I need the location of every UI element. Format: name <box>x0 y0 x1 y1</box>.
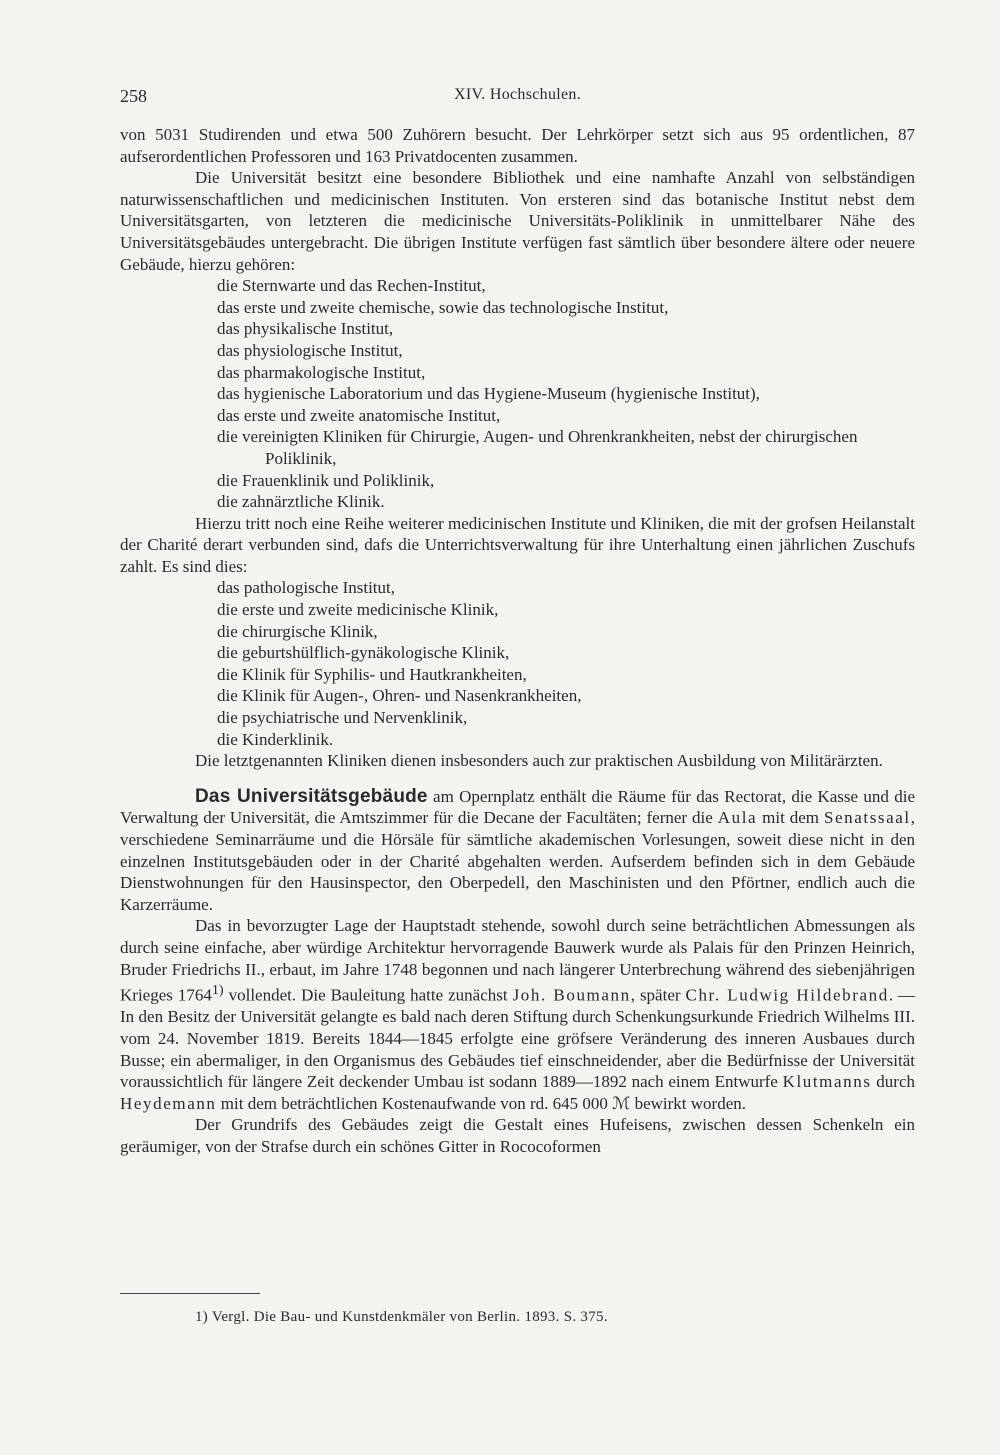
list-item: die erste und zweite medicinische Klinik, <box>217 600 499 620</box>
spaced-name-heydemann: Heydemann <box>120 1093 217 1113</box>
list-item: die psychiatrische und Nervenklinik, <box>217 708 468 728</box>
paragraph-1: von 5031 Studirenden und etwa 500 Zuhörern besucht. Der Lehrkörper setzt sich aus 95 ordentlichen, 87 aufserordentlichen Professoren und 163 Privatdocenten zusammen. <box>120 125 915 166</box>
paragraph-4: Die letztgenannten Kliniken dienen insbesonders auch zur praktischen Ausbildung von Militärärzten. <box>195 751 883 771</box>
text-run: , später <box>630 985 681 1005</box>
list-item: die zahnärztliche Klinik. <box>217 492 385 512</box>
text-run: mit dem <box>762 808 819 828</box>
footnote-rule <box>120 1293 260 1294</box>
paragraph-2: Die Universität besitzt eine besondere Bibliothek und eine namhafte Anzahl von selbständigen naturwissenschaftlichen und medicinischen Instituten. Von ersteren sind das botanische Institut nebst dem Universitätsgarten, von letzteren die medicinische Universitäts-Poliklinik in unmittelbarer Nähe des Universitätsgebäudes untergebracht. Die übrigen Institute verfügen fast sämtlich über besondere ältere oder neuere Gebäude, hierzu gehören: <box>120 168 915 274</box>
text-run: . — In den Besitz der Universität gelangte es bald nach deren Stiftung durch Schenkungsurkunde Friedrich Wilhelms III. vom 24. November 1819. Bereits 1844—1845 erfolgte eine gröfsere Veränderung des inneren Ausbaues durch Busse; ein abermaliger, in den Organismus des Gebäudes tief einschneidender, aber die Bedürfnisse der Universität voraussichtlich für längere Zeit deckender Umbau ist sodann 1889—1892 nach einem Entwurfe <box>120 985 916 1092</box>
list-item: das pathologische Institut, <box>217 578 396 598</box>
text-run: mit dem beträchtlichen Kostenaufwande von rd. 645 000 ℳ bewirkt worden. <box>220 1093 747 1113</box>
section-headline: Das Universitätsgebäude <box>195 785 428 807</box>
clinic-list <box>120 577 915 750</box>
paragraph-6 <box>120 915 915 1114</box>
section-gap <box>120 772 915 786</box>
spaced-term-aula: Aula <box>717 808 758 828</box>
list-item: die vereinigten Kliniken für Chirurgie, Augen- und Ohrenkrankheiten, nebst der chirurgischen Poliklinik, <box>217 427 858 468</box>
spaced-name-hildebrand: Chr. Ludwig Hildebrand <box>685 985 889 1005</box>
list-item: die Sternwarte und das Rechen-Institut, <box>217 276 486 296</box>
list-item: das pharmakologische Institut, <box>217 362 426 382</box>
list-item: das erste und zweite chemische, sowie das technologische Institut, <box>217 297 669 317</box>
text-run: vollendet. Die Bauleitung hatte zunächst <box>223 985 508 1005</box>
spaced-name-klutmanns: Klutmanns <box>782 1072 872 1092</box>
page-header <box>120 86 915 110</box>
list-item: das physikalische Institut, <box>217 319 394 339</box>
list-item: die Frauenklinik und Poliklinik, <box>217 470 435 490</box>
footnote-mark: 1) <box>211 982 224 999</box>
list-item: die geburtshülflich-gynäkologische Klinik, <box>217 643 510 663</box>
body-text <box>120 124 915 1158</box>
page-number: 258 <box>120 86 147 106</box>
text-run: am Opernplatz enthält die Räume für das Rectorat, die Kasse und die Verwaltung der Universität, die Amtszimmer für die Decane der Facultäten; ferner die <box>120 786 915 828</box>
paragraph-7: Der Grundrifs des Gebäudes zeigt die Gestalt eines Hufeisens, zwischen dessen Schenkeln ein geräumiger, von der Strafse durch ein schönes Gitter in Rococoformen <box>120 1115 915 1156</box>
list-item: die Klinik für Augen-, Ohren- und Nasenkrankheiten, <box>217 686 582 706</box>
text-run: , verschiedene Seminarräume und die Hörsäle für sämtliche akademischen Vorlesungen, soweit diese nicht in den einzelnen Institutsgebäuden oder in der Charité abgehalten werden. Aufserdem befinden sich in dem Gebäude Dienstwohnungen für den Hausinspector, den Oberpedell, den Maschinisten und den Pförtner, endlich auch die Karzerräume. <box>120 808 916 914</box>
institute-list <box>120 275 915 513</box>
list-item: die Kinderklinik. <box>217 729 334 749</box>
spaced-name-boumann: Joh. Boumann <box>512 985 631 1005</box>
list-item: das erste und zweite anatomische Institut, <box>217 405 501 425</box>
text-run: Das in bevorzugter Lage der Hauptstadt stehende, sowohl durch seine beträchtlichen Abmessungen als durch seine einfache, aber würdige Architektur hervorragende Bauwerk wurde als Palais für den Prinzen Heinrich, Bruder Friedrichs II., erbaut, im Jahre 1748 begonnen und nach längerer Unterbrechung während des siebenjährigen Krieges 1764 <box>120 916 915 1005</box>
list-item: das hygienische Laboratorium und das Hygiene-Museum (hygienische Institut), <box>217 384 760 404</box>
list-item: das physiologische Institut, <box>217 340 403 360</box>
spaced-term-senatssaal: Senatssaal <box>823 808 911 828</box>
paragraph-3: Hierzu tritt noch eine Reihe weiterer medicinischen Institute und Kliniken, die mit der grofsen Heilanstalt der Charité derart verbunden sind, dafs die Unterrichtsverwaltung für ihre Unterhaltung einen jährlichen Zuschufs zahlt. Es sind dies: <box>120 513 915 576</box>
running-title: XIV. Hochschulen. <box>453 86 581 103</box>
list-item: die chirurgische Klinik, <box>217 621 378 641</box>
footnote: 1) Vergl. Die Bau- und Kunstdenkmäler von Berlin. 1893. S. 375. <box>195 1309 608 1325</box>
list-item: die Klinik für Syphilis- und Hautkrankheiten, <box>217 664 527 684</box>
text-run: durch <box>876 1072 915 1092</box>
paragraph-5 <box>120 786 915 916</box>
